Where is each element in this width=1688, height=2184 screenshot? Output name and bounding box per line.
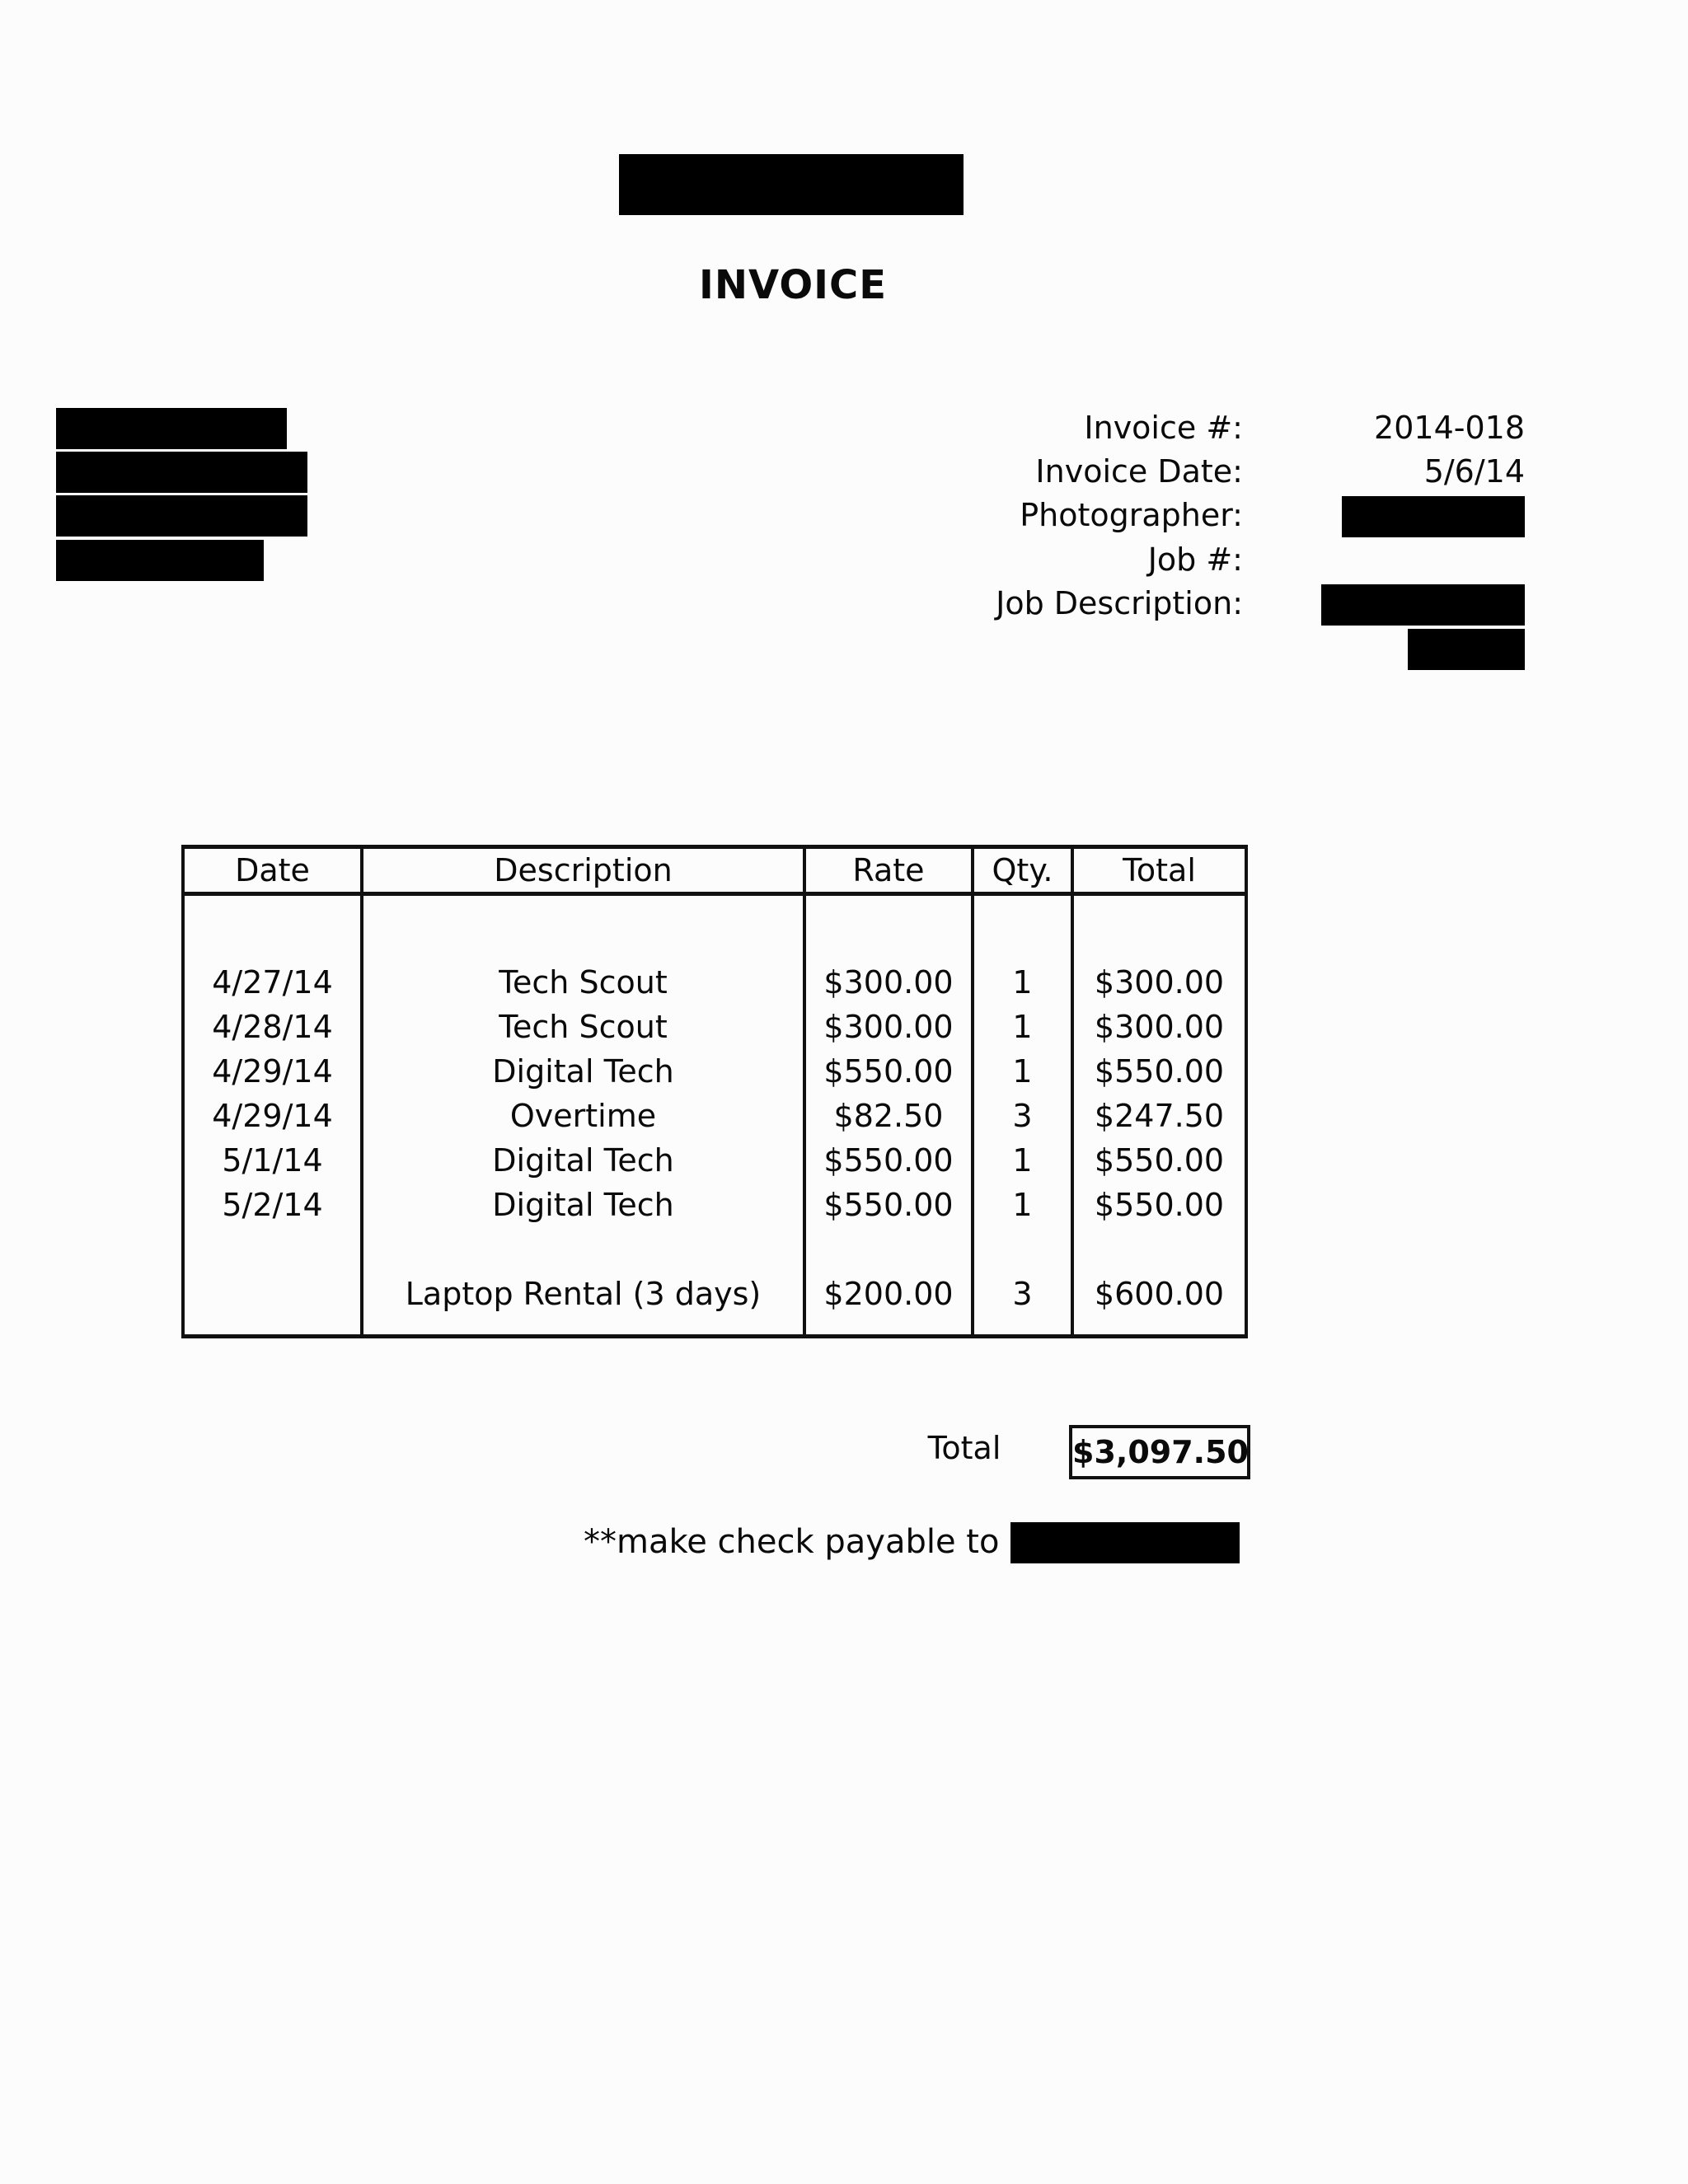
line-items-table xyxy=(181,845,1248,1339)
table-row xyxy=(181,1183,1248,1227)
row-date: 4/29/14 xyxy=(212,1053,333,1090)
row-description: Digital Tech xyxy=(492,1187,674,1223)
row-date: 5/1/14 xyxy=(222,1142,323,1179)
table-row xyxy=(181,960,1248,1005)
row-date: 5/2/14 xyxy=(222,1187,323,1223)
row-qty: 1 xyxy=(1012,1142,1033,1179)
row-description: Tech Scout xyxy=(499,964,668,1001)
job-description-label: Job Description: xyxy=(996,585,1243,621)
row-description: Laptop Rental (3 days) xyxy=(405,1276,762,1312)
table-row xyxy=(181,1138,1248,1183)
row-qty: 1 xyxy=(1012,1053,1033,1090)
redacted-photographer xyxy=(1342,496,1525,537)
column-header-qty: Qty. xyxy=(992,852,1053,888)
invoice-date-label: Invoice Date: xyxy=(1035,453,1243,490)
redacted-payee xyxy=(1010,1522,1240,1563)
row-description: Digital Tech xyxy=(492,1142,674,1179)
row-qty: 3 xyxy=(1012,1098,1033,1134)
total-label: Total xyxy=(927,1430,1001,1466)
table-row xyxy=(181,1094,1248,1138)
row-qty: 1 xyxy=(1012,1009,1033,1045)
photographer-label: Photographer: xyxy=(1020,497,1243,533)
invoice-date-value: 5/6/14 xyxy=(1423,453,1525,490)
table-row xyxy=(181,1272,1248,1316)
row-total: $550.00 xyxy=(1094,1142,1225,1179)
invoice-number-value: 2014-018 xyxy=(1374,410,1525,446)
total-amount: $3,097.50 xyxy=(1069,1425,1250,1479)
row-rate: $300.00 xyxy=(823,1009,954,1045)
column-header-description: Description xyxy=(494,852,673,888)
row-total: $550.00 xyxy=(1094,1187,1225,1223)
table-bottom-border xyxy=(181,1334,1248,1338)
column-header-total: Total xyxy=(1123,852,1196,888)
row-total: $300.00 xyxy=(1094,1009,1225,1045)
row-description: Digital Tech xyxy=(492,1053,674,1090)
row-rate: $550.00 xyxy=(823,1187,954,1223)
table-row xyxy=(181,1049,1248,1094)
row-qty: 3 xyxy=(1012,1276,1033,1312)
row-rate: $200.00 xyxy=(823,1276,954,1312)
redacted-company-name xyxy=(619,154,964,215)
invoice-number-label: Invoice #: xyxy=(1084,410,1243,446)
row-total: $300.00 xyxy=(1094,964,1225,1001)
column-header-date: Date xyxy=(235,852,310,888)
job-number-label: Job #: xyxy=(1147,541,1243,578)
payable-note: **make check payable to xyxy=(584,1523,1000,1561)
row-date: 4/29/14 xyxy=(212,1098,333,1134)
table-header-border xyxy=(181,892,1248,896)
row-description: Tech Scout xyxy=(499,1009,668,1045)
row-rate: $550.00 xyxy=(823,1142,954,1179)
row-total: $550.00 xyxy=(1094,1053,1225,1090)
invoice-title: INVOICE xyxy=(698,262,887,308)
redacted-job-description xyxy=(1321,584,1525,626)
column-header-rate: Rate xyxy=(852,852,925,888)
redacted-address-line xyxy=(56,452,307,493)
redacted-address-line xyxy=(56,540,264,581)
redacted-address-line xyxy=(56,495,307,537)
row-date: 4/28/14 xyxy=(212,1009,333,1045)
row-rate: $82.50 xyxy=(833,1098,944,1134)
row-total: $600.00 xyxy=(1094,1276,1225,1312)
row-date xyxy=(185,1272,360,1316)
row-date: 4/27/14 xyxy=(212,964,333,1001)
table-row xyxy=(181,1005,1248,1049)
row-qty: 1 xyxy=(1012,964,1033,1001)
row-description: Overtime xyxy=(509,1098,657,1134)
redacted-address-line xyxy=(56,408,287,449)
row-rate: $550.00 xyxy=(823,1053,954,1090)
row-total: $247.50 xyxy=(1094,1098,1225,1134)
row-rate: $300.00 xyxy=(823,964,954,1001)
row-qty: 1 xyxy=(1012,1187,1033,1223)
redacted-job-description xyxy=(1408,629,1525,670)
